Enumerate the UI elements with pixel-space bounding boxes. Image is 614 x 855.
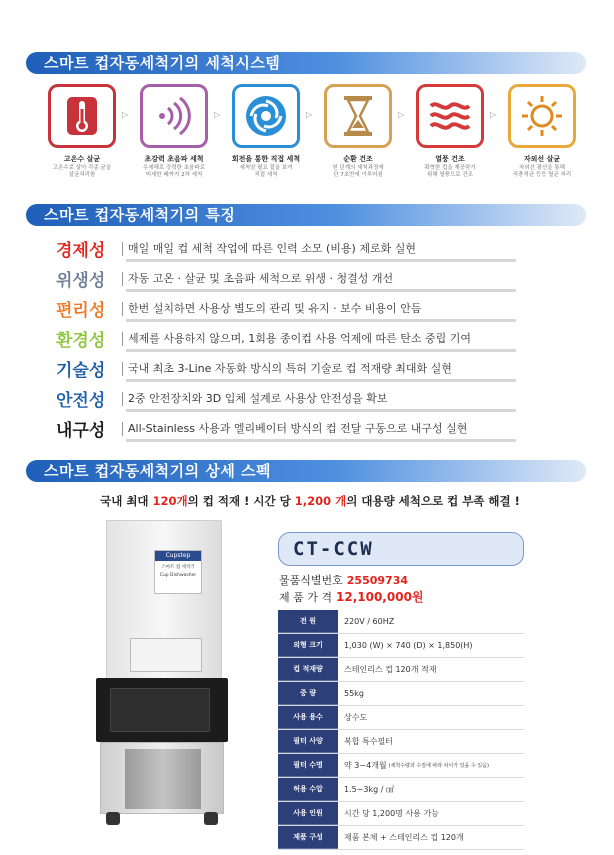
step-desc: 세척암 필요 접을 보여 직접 세척 [239, 165, 293, 178]
wheel-icon [204, 812, 218, 825]
product-id-value: 25509734 [346, 574, 408, 587]
spec-row [278, 610, 524, 634]
spec-key: 사용 인원 [278, 802, 338, 825]
feature-technology [56, 356, 516, 382]
section-banner-specs [26, 460, 586, 482]
feature-name: 기술성 [56, 361, 106, 381]
spec-table [278, 610, 524, 850]
step-desc: 우세해로 강력한 초음파로 미세한 때까지 2차 세척 [143, 165, 205, 178]
spec-row [278, 754, 524, 778]
step-uv-sterilize [506, 84, 578, 179]
brand-sub: Cup Dishwasher [159, 573, 197, 578]
machine-brand-label [154, 550, 202, 594]
feature-text: 2중 안전장치와 3D 입체 설계로 사용상 안전성을 확보 [128, 392, 388, 405]
headline-part: 의 컵 적재 ! 시간 당 [187, 494, 295, 508]
price-label: 제 품 가 격 [279, 591, 332, 604]
spec-key: 전 원 [278, 610, 338, 633]
spec-key: 필터 사양 [278, 730, 338, 753]
spec-row [278, 682, 524, 706]
step-desc: 확혁한 컵을 재공하기 위해 열풍으로 건조 [424, 165, 476, 178]
feature-text: 자동 고온 · 살균 및 초음파 세척으로 위생 · 청결성 개선 [128, 272, 394, 285]
sun-icon [519, 93, 565, 139]
brand-product: 스마트 컵 세척기 [161, 565, 195, 570]
spec-key: 중 량 [278, 682, 338, 705]
spec-key: 외형 크기 [278, 634, 338, 657]
spec-value: 상수도 [344, 713, 368, 722]
thermometer-icon [62, 93, 102, 139]
heat-waves-icon [427, 96, 473, 136]
product-price [279, 588, 424, 605]
arrow-icon: ▷ [122, 110, 129, 119]
feature-name: 내구성 [56, 421, 106, 441]
spec-value: 시간 당 1,200명 사용 가능 [344, 809, 439, 818]
feature-name: 경제성 [56, 241, 106, 261]
headline-part: 국내 최대 [100, 494, 153, 508]
feature-name: 위생성 [56, 271, 106, 291]
spec-key: 필터 수명 [278, 754, 338, 777]
spec-key: 허용 수압 [278, 778, 338, 801]
spec-value: 제품 본체 + 스테인리스 컵 120개 [344, 833, 464, 842]
spec-row [278, 706, 524, 730]
feature-text: 한번 설치하면 사용상 별도의 관리 및 유지 · 보수 비용이 안듬 [128, 302, 422, 315]
section-title: 스마트 컵자동세척기의 특징 [44, 206, 236, 224]
process-steps [46, 84, 576, 184]
arrow-icon: ▷ [306, 110, 313, 119]
spec-value [338, 754, 489, 777]
spec-row [278, 634, 524, 658]
feature-economy [56, 236, 516, 262]
machine-control-panel [130, 638, 202, 672]
step-title: 순환 건조 [343, 155, 373, 163]
section-banner-features [26, 204, 586, 226]
model-name: CT-CCW [278, 532, 524, 566]
spec-key: 컵 적재량 [278, 658, 338, 681]
step-title: 자외선 살균 [523, 155, 561, 163]
ultrasonic-wave-icon [152, 96, 196, 136]
step-rotation-wash [230, 84, 302, 179]
step-desc: 고온수로 살아 각종 균을 살균처리함 [52, 165, 112, 178]
feature-name: 환경성 [56, 331, 106, 351]
spec-key: 제품 구성 [278, 826, 338, 849]
headline-highlight: 120개 [152, 494, 188, 508]
spec-value: 1.5~3kg / ㎠ [344, 785, 395, 794]
step-ultrasonic [138, 84, 210, 179]
feature-safety [56, 386, 516, 412]
spec-value: 55kg [344, 689, 364, 698]
feature-convenience [56, 296, 516, 322]
machine-lower-cabinet [100, 742, 224, 814]
spec-value: 1,030 (W) × 740 (D) × 1,850(H) [344, 641, 473, 650]
step-title: 고온수 살균 [63, 155, 101, 163]
feature-text: 국내 최초 3-Line 자동화 방식의 특허 기술로 컵 적재량 최대화 실현 [128, 362, 452, 375]
spec-value-main: 약 3~4개월 [344, 761, 387, 770]
feature-hygiene [56, 266, 516, 292]
spec-value: 복합 특수필터 [344, 737, 393, 746]
brand-name: Cupstep [155, 551, 201, 561]
wheel-icon [106, 812, 120, 825]
hourglass-icon [340, 94, 376, 138]
product-id [279, 572, 408, 588]
feature-name: 안전성 [56, 391, 106, 411]
arrow-icon: ▷ [398, 110, 405, 119]
price-value: 12,100,000원 [336, 590, 424, 604]
product-id-label: 물품식별번호 [279, 574, 343, 587]
step-title: 회전을 통한 직접 세척 [231, 155, 301, 163]
spec-key: 사용 용수 [278, 706, 338, 729]
machine-wash-chamber [96, 678, 228, 742]
feature-text: 매일 매일 컵 세척 작업에 따른 인력 소모 (비용) 제로화 실현 [128, 242, 416, 255]
step-title: 열풍 건조 [435, 155, 465, 163]
spec-row [278, 658, 524, 682]
feature-text: 세제를 사용하지 않으며, 1회용 종이컵 사용 억제에 따른 탄소 중립 기여 [128, 332, 471, 345]
swirl-icon [243, 93, 289, 139]
capacity-headline [30, 493, 590, 509]
step-circulation-dry [322, 84, 394, 179]
headline-highlight: 1,200 개 [294, 494, 347, 508]
spec-row [278, 730, 524, 754]
feature-text: All-Stainless 사용과 엘리베이터 방식의 컵 전달 구동으로 내구성 실현 [128, 422, 468, 435]
step-desc: 자외선 광선을 통해 직충적균 등등 멸균 처리 [512, 165, 572, 178]
section-banner-wash-system [26, 52, 586, 74]
feature-durability [56, 416, 516, 442]
spec-note: (세척수량과 수질에 따라 차이가 있을 수 있음) [388, 763, 490, 769]
step-hot-air-dry [414, 84, 486, 179]
product-image [96, 520, 240, 825]
section-title: 스마트 컵자동세척기의 상세 스펙 [44, 462, 272, 480]
step-desc: 원 단계의 세척과정에 단 7초만에 이루어짐 [332, 165, 384, 178]
spec-row [278, 802, 524, 826]
spec-value: 220V / 60HZ [344, 617, 395, 626]
spec-row [278, 826, 524, 850]
spec-row [278, 778, 524, 802]
arrow-icon: ▷ [214, 110, 221, 119]
step-hot-water [46, 84, 118, 179]
section-title: 스마트 컵자동세척기의 세척시스템 [44, 54, 281, 72]
headline-part: 의 대용량 세척으로 컵 부족 해결 ! [346, 494, 520, 508]
spec-value: 스테인리스 컵 120개 적재 [344, 665, 437, 674]
feature-name: 편리성 [56, 301, 106, 321]
arrow-icon: ▷ [490, 110, 497, 119]
step-title: 초강력 초음파 세척 [144, 155, 204, 163]
feature-environment [56, 326, 516, 352]
